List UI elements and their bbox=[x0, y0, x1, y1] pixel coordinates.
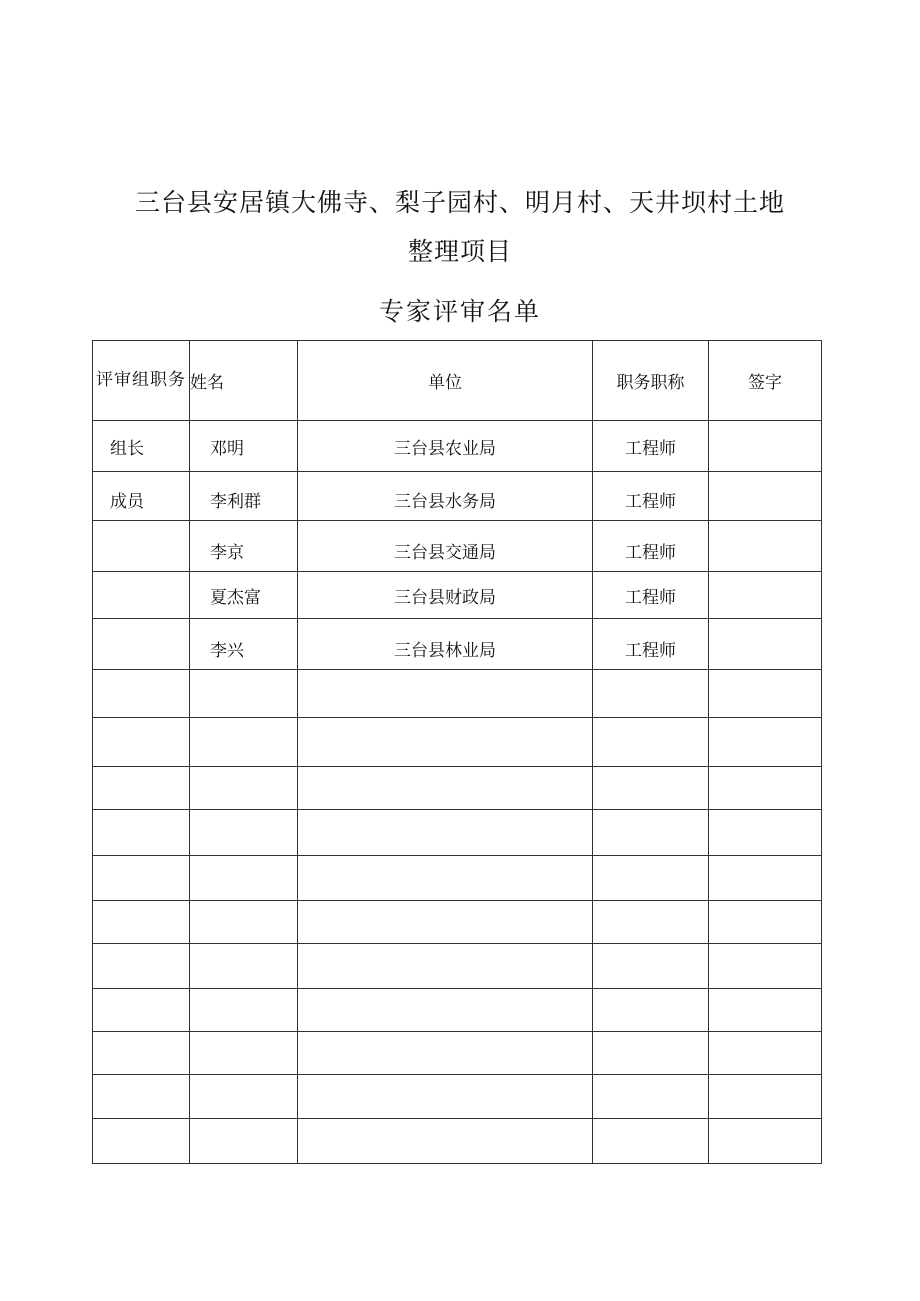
job-title-cell: 工程师 bbox=[593, 421, 709, 472]
signature-cell[interactable] bbox=[709, 1119, 822, 1164]
table-body bbox=[93, 421, 822, 1164]
unit-cell: 三台县交通局 bbox=[298, 521, 593, 572]
role-cell bbox=[93, 856, 190, 901]
role-cell bbox=[93, 1119, 190, 1164]
signature-cell[interactable] bbox=[709, 421, 822, 472]
signature-cell[interactable] bbox=[709, 810, 822, 856]
job-title-cell bbox=[593, 901, 709, 944]
table-row bbox=[93, 767, 822, 810]
name-cell bbox=[190, 670, 298, 718]
table-row bbox=[93, 619, 822, 670]
role-cell: 组长 bbox=[93, 421, 190, 472]
unit-cell bbox=[298, 901, 593, 944]
unit-cell bbox=[298, 670, 593, 718]
table-row bbox=[93, 472, 822, 521]
document-subtitle: 专家评审名单 bbox=[378, 297, 541, 326]
table-header-row bbox=[93, 341, 822, 421]
unit-cell bbox=[298, 1075, 593, 1119]
unit-cell bbox=[298, 989, 593, 1032]
job-title-cell bbox=[593, 810, 709, 856]
unit-cell bbox=[298, 1119, 593, 1164]
role-cell bbox=[93, 944, 190, 989]
signature-cell[interactable] bbox=[709, 1075, 822, 1119]
table-row bbox=[93, 521, 822, 572]
signature-cell[interactable] bbox=[709, 521, 822, 572]
table-row bbox=[93, 1119, 822, 1164]
job-title-cell bbox=[593, 718, 709, 767]
signature-cell[interactable] bbox=[709, 944, 822, 989]
role-cell: 成员 bbox=[93, 472, 190, 521]
name-cell bbox=[190, 856, 298, 901]
unit-cell bbox=[298, 856, 593, 901]
expert-review-table bbox=[92, 340, 822, 1164]
table-row bbox=[93, 421, 822, 472]
unit-cell bbox=[298, 1032, 593, 1075]
signature-cell[interactable] bbox=[709, 472, 822, 521]
job-title-cell: 工程师 bbox=[593, 472, 709, 521]
signature-cell[interactable] bbox=[709, 670, 822, 718]
document-title-line-1: 三台县安居镇大佛寺、梨子园村、明月村、天井坝村土地 bbox=[134, 188, 785, 217]
role-cell bbox=[93, 572, 190, 619]
unit-cell bbox=[298, 767, 593, 810]
header-job-title: 职务职称 bbox=[593, 341, 709, 421]
unit-cell bbox=[298, 944, 593, 989]
table-row bbox=[93, 1075, 822, 1119]
unit-cell bbox=[298, 810, 593, 856]
table-row bbox=[93, 989, 822, 1032]
job-title-cell: 工程师 bbox=[593, 521, 709, 572]
unit-cell: 三台县财政局 bbox=[298, 572, 593, 619]
signature-cell[interactable] bbox=[709, 718, 822, 767]
role-cell bbox=[93, 1075, 190, 1119]
table-row bbox=[93, 572, 822, 619]
table-row bbox=[93, 944, 822, 989]
name-cell bbox=[190, 989, 298, 1032]
name-cell: 夏杰富 bbox=[190, 572, 298, 619]
header-unit: 单位 bbox=[298, 341, 593, 421]
role-cell bbox=[93, 767, 190, 810]
signature-cell[interactable] bbox=[709, 572, 822, 619]
name-cell: 李利群 bbox=[190, 472, 298, 521]
job-title-cell: 工程师 bbox=[593, 619, 709, 670]
role-cell bbox=[93, 619, 190, 670]
name-cell bbox=[190, 944, 298, 989]
document-title-line-2: 整理项目 bbox=[407, 237, 512, 266]
role-cell bbox=[93, 1032, 190, 1075]
unit-cell: 三台县林业局 bbox=[298, 619, 593, 670]
table-row bbox=[93, 1032, 822, 1075]
name-cell: 李京 bbox=[190, 521, 298, 572]
table-row bbox=[93, 901, 822, 944]
header-role: 评审组职务 bbox=[93, 341, 190, 421]
name-cell bbox=[190, 1032, 298, 1075]
job-title-cell bbox=[593, 1119, 709, 1164]
unit-cell bbox=[298, 718, 593, 767]
signature-cell[interactable] bbox=[709, 1032, 822, 1075]
signature-cell[interactable] bbox=[709, 619, 822, 670]
name-cell bbox=[190, 718, 298, 767]
signature-cell[interactable] bbox=[709, 989, 822, 1032]
name-cell: 邓明 bbox=[190, 421, 298, 472]
job-title-cell bbox=[593, 989, 709, 1032]
name-cell bbox=[190, 767, 298, 810]
job-title-cell bbox=[593, 670, 709, 718]
name-cell bbox=[190, 1119, 298, 1164]
job-title-cell bbox=[593, 767, 709, 810]
job-title-cell bbox=[593, 856, 709, 901]
role-cell bbox=[93, 989, 190, 1032]
table-row bbox=[93, 718, 822, 767]
job-title-cell: 工程师 bbox=[593, 572, 709, 619]
table-row bbox=[93, 670, 822, 718]
name-cell bbox=[190, 1075, 298, 1119]
header-name: 姓名 bbox=[190, 341, 298, 421]
role-cell bbox=[93, 901, 190, 944]
job-title-cell bbox=[593, 1032, 709, 1075]
unit-cell: 三台县农业局 bbox=[298, 421, 593, 472]
role-cell bbox=[93, 670, 190, 718]
name-cell bbox=[190, 901, 298, 944]
table-row bbox=[93, 856, 822, 901]
name-cell bbox=[190, 810, 298, 856]
name-cell: 李兴 bbox=[190, 619, 298, 670]
role-cell bbox=[93, 810, 190, 856]
job-title-cell bbox=[593, 1075, 709, 1119]
signature-cell[interactable] bbox=[709, 901, 822, 944]
job-title-cell bbox=[593, 944, 709, 989]
role-cell bbox=[93, 718, 190, 767]
role-cell bbox=[93, 521, 190, 572]
signature-cell[interactable] bbox=[709, 856, 822, 901]
unit-cell: 三台县水务局 bbox=[298, 472, 593, 521]
table-row bbox=[93, 810, 822, 856]
header-signature: 签字 bbox=[709, 341, 822, 421]
signature-cell[interactable] bbox=[709, 767, 822, 810]
